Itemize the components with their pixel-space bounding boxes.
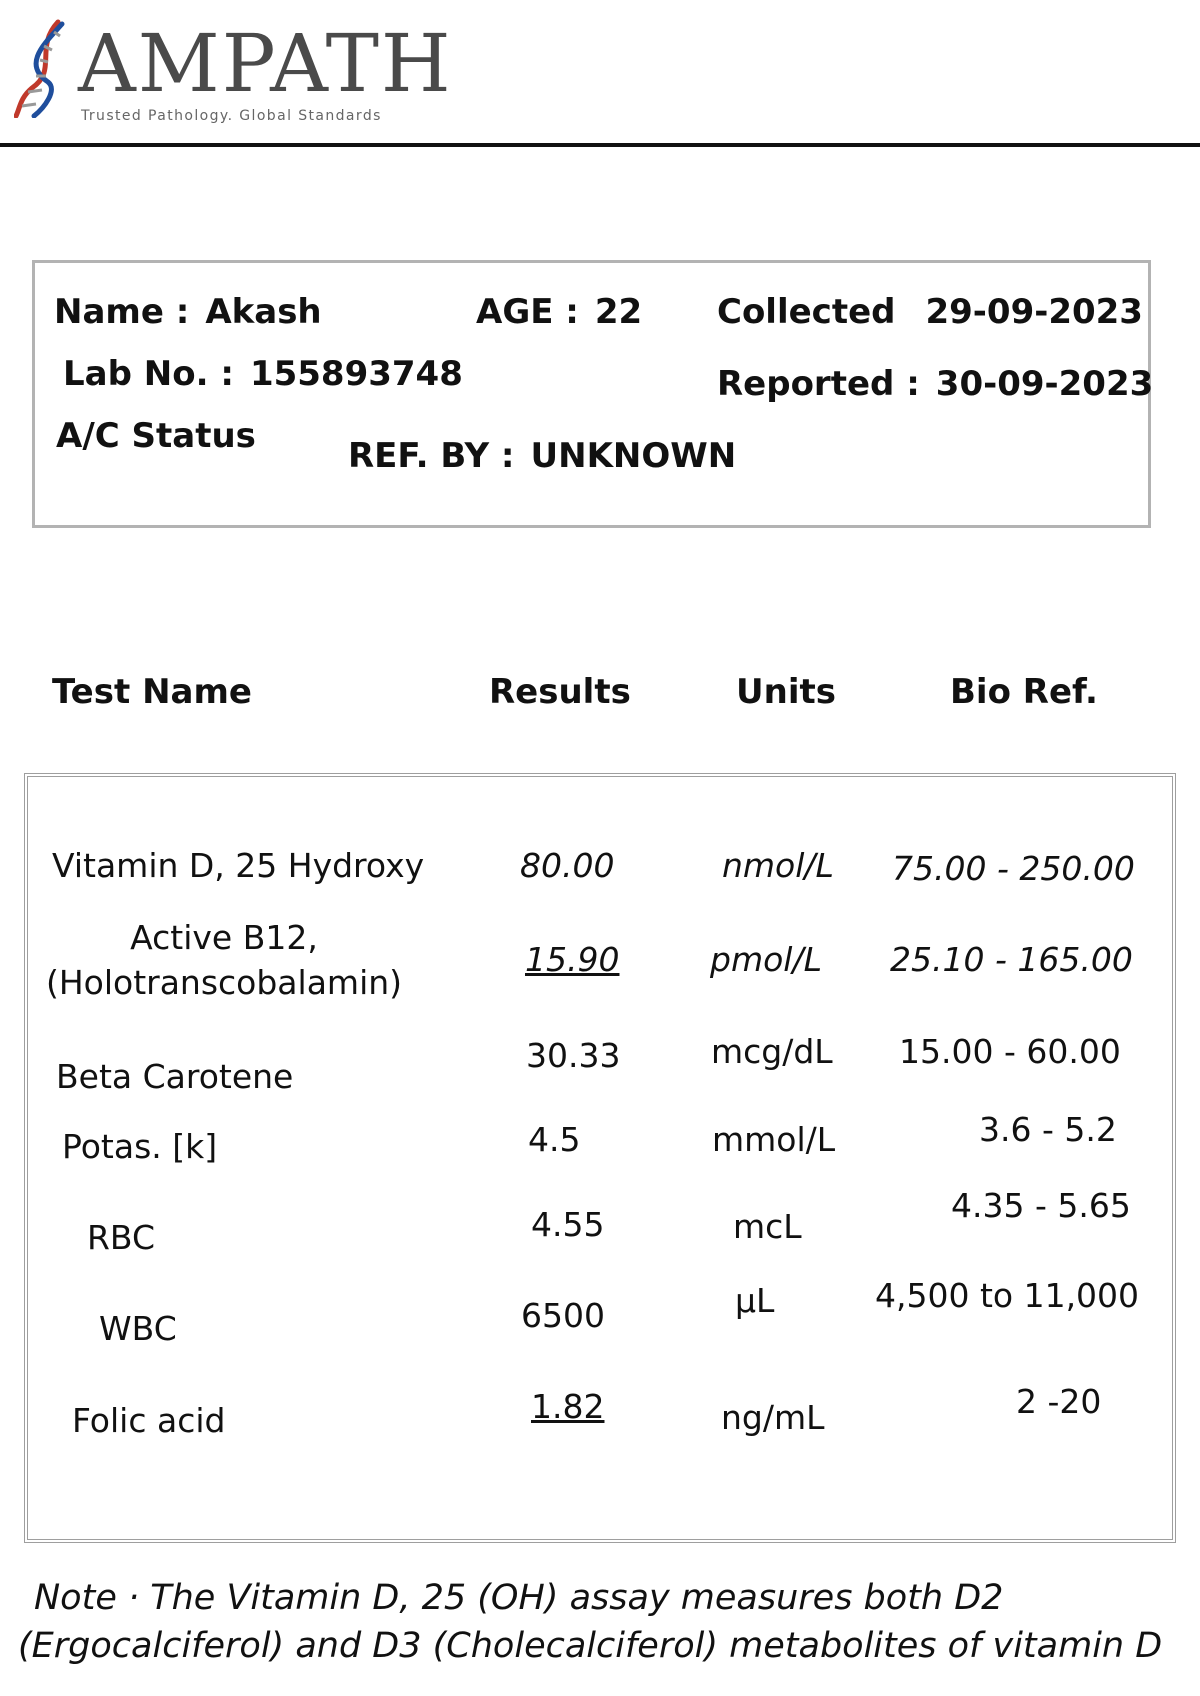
unit-cell: mcg/dL bbox=[711, 1032, 833, 1071]
age-label: AGE : bbox=[476, 292, 579, 332]
lab-no-label: Lab No. : bbox=[63, 354, 234, 394]
unit-cell: mcL bbox=[733, 1207, 802, 1246]
name-value: Akash bbox=[205, 292, 322, 332]
name-label: Name : bbox=[54, 292, 190, 332]
unit-cell: nmol/L bbox=[722, 846, 834, 885]
column-header-results: Results bbox=[489, 672, 631, 712]
result-cell: 4.5 bbox=[528, 1120, 581, 1159]
lab-number bbox=[63, 354, 463, 394]
test-name-cell: Beta Carotene bbox=[56, 1057, 294, 1096]
ref-by-value: UNKNOWN bbox=[530, 436, 737, 476]
unit-cell: µL bbox=[735, 1281, 775, 1320]
test-name-cell: Folic acid bbox=[72, 1401, 226, 1440]
result-cell: 80.00 bbox=[520, 846, 615, 885]
test-name-cell: WBC bbox=[99, 1309, 177, 1348]
unit-cell: ng/mL bbox=[721, 1398, 825, 1437]
result-cell: 1.82 bbox=[531, 1387, 605, 1426]
footnote-line-2: (Ergocalciferol) and D3 (Cholecalciferol) metabolites of vitamin D bbox=[18, 1626, 1163, 1666]
ref-by-label: REF. BY : bbox=[348, 436, 515, 476]
patient-age bbox=[476, 292, 642, 332]
footnote-line-1: Note · The Vitamin D, 25 (OH) assay measures both D2 bbox=[34, 1578, 1004, 1618]
brand-name: AMPATH bbox=[78, 17, 453, 110]
result-cell: 4.55 bbox=[531, 1205, 605, 1244]
reported-label: Reported : bbox=[717, 364, 920, 404]
dna-helix-icon bbox=[14, 18, 74, 118]
reference-range-cell: 4.35 - 5.65 bbox=[951, 1186, 1131, 1225]
result-cell: 6500 bbox=[521, 1296, 605, 1335]
test-name-cell: RBC bbox=[87, 1218, 156, 1257]
referred-by bbox=[348, 436, 736, 476]
column-header-test-name: Test Name bbox=[52, 672, 252, 712]
reference-range-cell: 2 -20 bbox=[1016, 1382, 1102, 1421]
header-divider bbox=[0, 143, 1200, 147]
column-header-units: Units bbox=[736, 672, 836, 712]
reference-range-cell: 4,500 to 11,000 bbox=[875, 1276, 1140, 1315]
reported-value: 30-09-2023 bbox=[935, 364, 1154, 404]
age-value: 22 bbox=[594, 292, 643, 332]
lab-no-value: 155893748 bbox=[249, 354, 463, 394]
reported-date bbox=[717, 364, 1153, 404]
reference-range-cell: 25.10 - 165.00 bbox=[890, 940, 1133, 979]
result-cell: 30.33 bbox=[526, 1036, 621, 1075]
test-name-cell: Vitamin D, 25 Hydroxy bbox=[52, 846, 425, 885]
unit-cell: pmol/L bbox=[710, 940, 822, 979]
test-name-cell: Active B12, (Holotranscobalamin) bbox=[45, 918, 403, 1002]
ac-status-label: A/C Status bbox=[56, 416, 256, 456]
test-name-cell: Potas. [k] bbox=[62, 1127, 218, 1166]
result-cell: 15.90 bbox=[525, 940, 620, 979]
reference-range-cell: 75.00 - 250.00 bbox=[892, 849, 1135, 888]
collected-date bbox=[717, 292, 1143, 332]
collected-value: 29-09-2023 bbox=[925, 292, 1143, 332]
brand-tagline: Trusted Pathology. Global Standards bbox=[81, 108, 382, 124]
reference-range-cell: 15.00 - 60.00 bbox=[899, 1032, 1121, 1071]
unit-cell: mmol/L bbox=[712, 1120, 836, 1159]
ampath-logo bbox=[14, 17, 453, 124]
collected-label: Collected bbox=[717, 292, 896, 332]
column-header-bio-ref: Bio Ref. bbox=[950, 672, 1098, 712]
reference-range-cell: 3.6 - 5.2 bbox=[979, 1110, 1117, 1149]
patient-name bbox=[54, 292, 322, 332]
